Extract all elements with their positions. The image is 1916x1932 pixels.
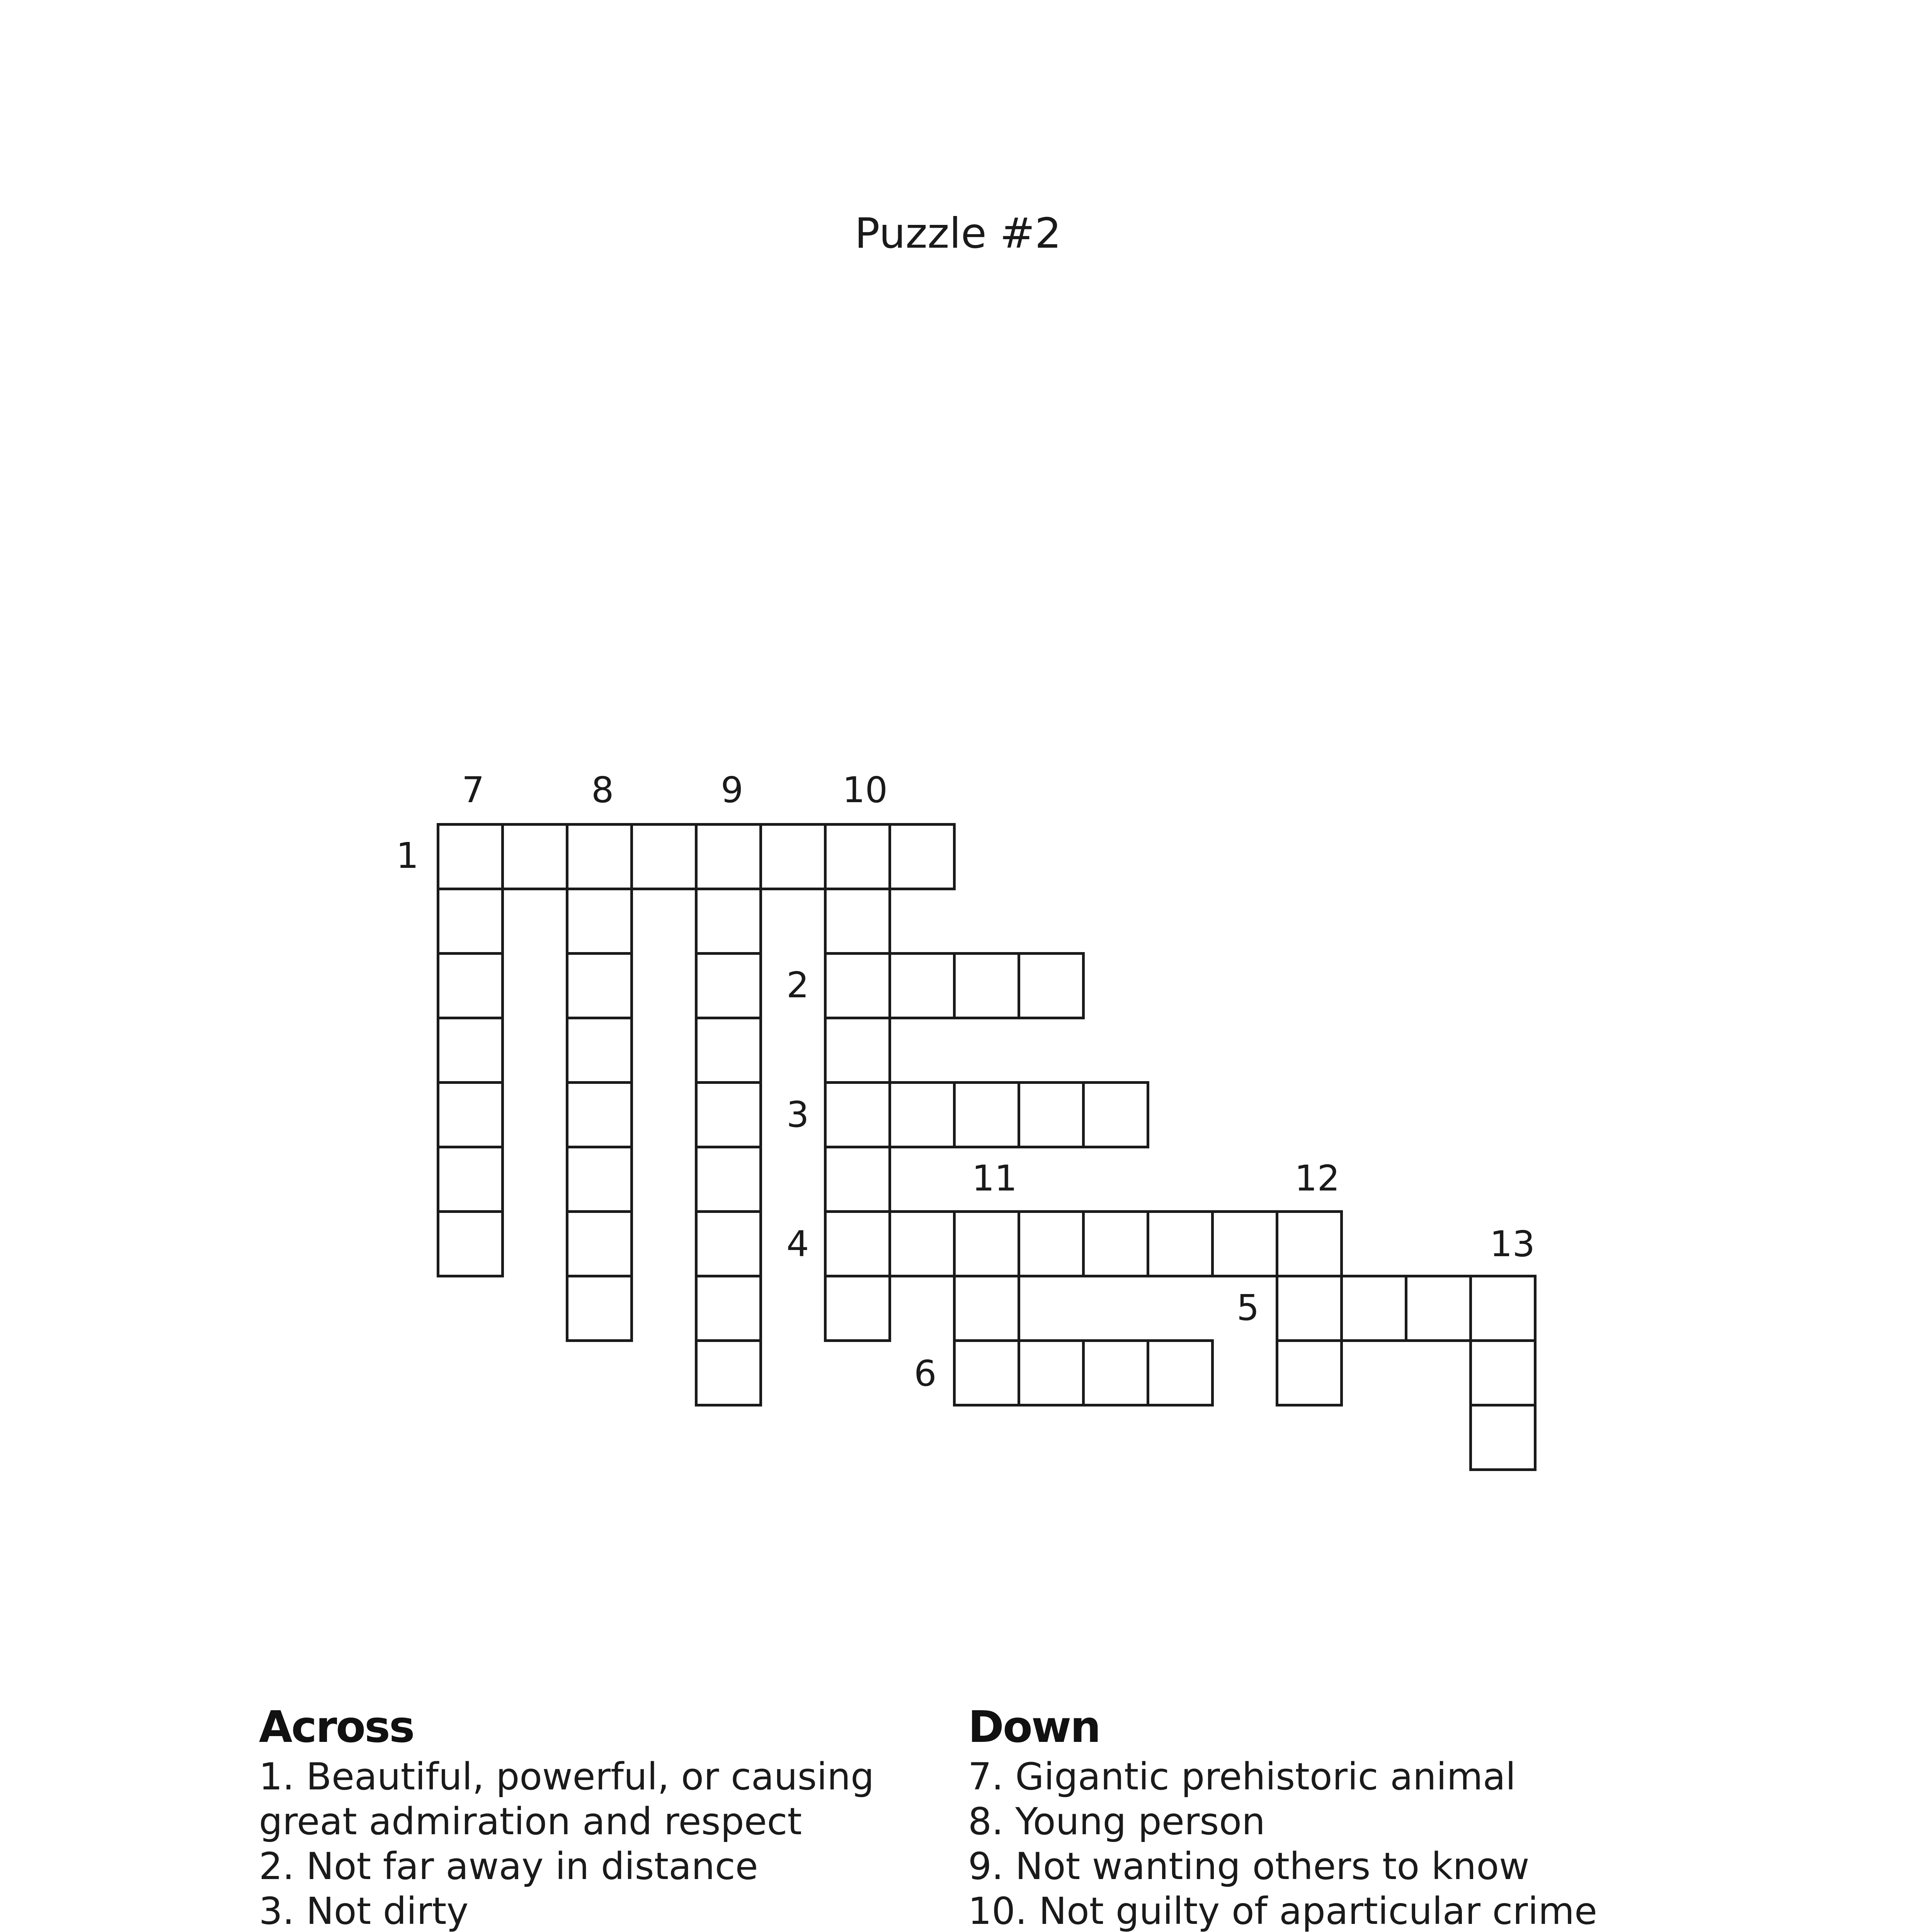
grid-cell[interactable] [695, 952, 762, 1019]
grid-cell[interactable] [1405, 1275, 1472, 1342]
grid-cell[interactable] [1082, 1081, 1149, 1148]
grid-cell[interactable] [1276, 1275, 1343, 1342]
down-clue-8: 8. Young person [968, 1800, 1265, 1843]
grid-cell[interactable] [1211, 1210, 1278, 1277]
grid-cell[interactable] [566, 1081, 633, 1148]
across-clue-2: 2. Not far away in distance [259, 1845, 758, 1888]
grid-number-11: 11 [972, 1158, 1018, 1199]
grid-cell[interactable] [566, 1210, 633, 1277]
grid-cell[interactable] [437, 1081, 504, 1148]
grid-cell[interactable] [695, 823, 762, 890]
grid-number-8: 8 [591, 769, 614, 811]
grid-cell[interactable] [953, 1210, 1020, 1277]
grid-cell[interactable] [888, 1081, 956, 1148]
grid-cell[interactable] [695, 1146, 762, 1213]
grid-cell[interactable] [695, 888, 762, 955]
grid-cell[interactable] [824, 823, 891, 890]
grid-cell[interactable] [1018, 1339, 1085, 1406]
grid-cell[interactable] [824, 952, 891, 1019]
grid-cell[interactable] [566, 1275, 633, 1342]
down-clue-7: 7. Gigantic prehistoric animal [968, 1755, 1516, 1798]
grid-number-2: 2 [786, 964, 809, 1006]
across-clue-3: 3. Not dirty [259, 1889, 469, 1932]
grid-cell[interactable] [1276, 1210, 1343, 1277]
grid-cell[interactable] [695, 1339, 762, 1406]
grid-cell[interactable] [824, 1081, 891, 1148]
grid-number-12: 12 [1295, 1158, 1340, 1199]
grid-cell[interactable] [437, 952, 504, 1019]
grid-cell[interactable] [824, 1146, 891, 1213]
grid-cell[interactable] [888, 823, 956, 890]
grid-cell[interactable] [566, 952, 633, 1019]
grid-cell[interactable] [1018, 1210, 1085, 1277]
grid-cell[interactable] [1147, 1339, 1214, 1406]
grid-cell[interactable] [1469, 1339, 1537, 1406]
grid-cell[interactable] [824, 1210, 891, 1277]
grid-number-10: 10 [842, 769, 888, 811]
grid-number-9: 9 [721, 769, 744, 811]
across-clue-1: 1. Beautiful, powerful, or causing great admiration and respect [259, 1755, 875, 1843]
grid-cell[interactable] [1276, 1339, 1343, 1406]
grid-cell[interactable] [566, 823, 633, 890]
grid-cell[interactable] [1469, 1404, 1537, 1471]
grid-cell[interactable] [566, 1017, 633, 1084]
grid-cell[interactable] [695, 1275, 762, 1342]
grid-cell[interactable] [1082, 1339, 1149, 1406]
page-title: Puzzle #2 [854, 209, 1062, 258]
grid-cell[interactable] [953, 952, 1020, 1019]
grid-cell[interactable] [1469, 1275, 1537, 1342]
grid-cell[interactable] [695, 1017, 762, 1084]
grid-cell[interactable] [953, 1339, 1020, 1406]
grid-number-1: 1 [396, 835, 419, 876]
grid-number-6: 6 [914, 1353, 937, 1394]
grid-cell[interactable] [566, 1146, 633, 1213]
down-clue-10: 10. Not guilty of aparticular crime [968, 1889, 1598, 1932]
grid-cell[interactable] [1147, 1210, 1214, 1277]
grid-number-3: 3 [786, 1094, 809, 1135]
grid-cell[interactable] [1082, 1210, 1149, 1277]
grid-cell[interactable] [695, 1210, 762, 1277]
grid-cell[interactable] [953, 1275, 1020, 1342]
across-clues [259, 1700, 939, 1932]
grid-number-13: 13 [1490, 1223, 1535, 1265]
grid-cell[interactable] [824, 1017, 891, 1084]
grid-cell[interactable] [437, 1146, 504, 1213]
grid-cell[interactable] [437, 1017, 504, 1084]
grid-cell[interactable] [759, 823, 827, 890]
down-clue-9: 9. Not wanting others to know [968, 1845, 1530, 1888]
grid-cell[interactable] [953, 1081, 1020, 1148]
grid-number-7: 7 [462, 769, 485, 811]
grid-cell[interactable] [630, 823, 698, 890]
grid-cell[interactable] [501, 823, 568, 890]
down-heading: Down [968, 1702, 1100, 1752]
down-clues [968, 1700, 1702, 1932]
grid-cell[interactable] [1018, 1081, 1085, 1148]
grid-cell[interactable] [566, 888, 633, 955]
grid-cell[interactable] [437, 888, 504, 955]
grid-cell[interactable] [437, 823, 504, 890]
grid-cell[interactable] [1340, 1275, 1407, 1342]
grid-cell[interactable] [695, 1081, 762, 1148]
grid-number-4: 4 [786, 1223, 809, 1265]
grid-cell[interactable] [824, 1275, 891, 1342]
grid-cell[interactable] [888, 1210, 956, 1277]
across-heading: Across [259, 1702, 414, 1752]
grid-cell[interactable] [824, 888, 891, 955]
grid-cell[interactable] [888, 952, 956, 1019]
grid-cell[interactable] [437, 1210, 504, 1277]
grid-number-5: 5 [1237, 1287, 1259, 1328]
grid-cell[interactable] [1018, 952, 1085, 1019]
